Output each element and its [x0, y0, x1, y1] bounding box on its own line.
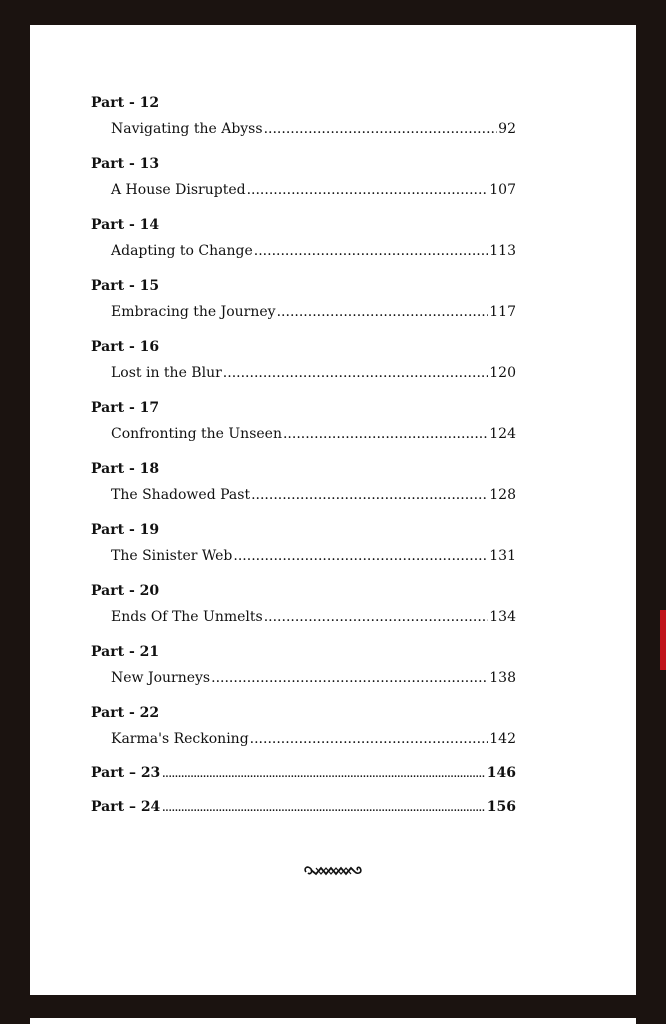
dot-leader	[264, 119, 498, 139]
toc-part	[91, 93, 516, 139]
part-title: Part – 23	[91, 765, 161, 781]
next-page-edge	[30, 1018, 636, 1024]
toc-part	[91, 398, 516, 444]
chapter-title: Karma's Reckoning	[111, 731, 249, 747]
dot-leader	[211, 668, 488, 688]
dot-leader	[247, 180, 489, 200]
page-number: 146	[486, 765, 516, 781]
dot-leader	[223, 363, 488, 383]
chapter-title: Confronting the Unseen	[111, 426, 282, 442]
part-heading: Part - 19	[91, 522, 160, 538]
chapter-title: Lost in the Blur	[111, 365, 222, 381]
part-heading: Part - 15	[91, 278, 160, 294]
toc-part	[91, 154, 516, 200]
toc-entry	[91, 119, 516, 139]
toc-entry	[91, 607, 516, 627]
toc-bold-entry	[91, 763, 516, 783]
dot-leader	[162, 799, 484, 819]
chapter-title: The Shadowed Past	[111, 487, 251, 503]
page-number: 128	[489, 487, 516, 503]
toc-entry	[91, 302, 516, 322]
toc-entry	[91, 241, 516, 261]
page-number: 117	[489, 304, 516, 320]
page-number: 107	[489, 182, 516, 198]
toc-entry	[91, 485, 516, 505]
chapter-title: The Sinister Web	[111, 548, 233, 564]
toc-part	[91, 276, 516, 322]
chapter-title: Ends Of The Unmelts	[111, 609, 263, 625]
dot-leader	[250, 729, 489, 749]
page-number: 124	[489, 426, 516, 442]
chapter-title: Embracing the Journey	[111, 304, 276, 320]
toc-entry	[91, 668, 516, 688]
part-heading: Part - 18	[91, 461, 160, 477]
dot-leader	[233, 546, 488, 566]
chapter-title: A House Disrupted	[111, 182, 246, 198]
decorative-flourish-icon	[302, 862, 364, 880]
part-title: Part – 24	[91, 799, 161, 815]
toc-part	[91, 215, 516, 261]
part-heading: Part - 20	[91, 583, 160, 599]
chapter-title: Navigating the Abyss	[111, 121, 263, 137]
dot-leader	[162, 765, 484, 785]
red-edge-accent	[660, 610, 666, 670]
page-number: 120	[489, 365, 516, 381]
dot-leader	[251, 485, 488, 505]
page-number: 134	[489, 609, 516, 625]
page-number: 142	[489, 731, 516, 747]
dot-leader	[254, 241, 489, 261]
chapter-title: Adapting to Change	[111, 243, 253, 259]
page-number: 156	[486, 799, 516, 815]
part-heading: Part - 14	[91, 217, 160, 233]
toc-part	[91, 703, 516, 749]
part-heading: Part - 22	[91, 705, 160, 721]
part-heading: Part - 16	[91, 339, 160, 355]
toc-entry	[91, 729, 516, 749]
part-heading: Part - 13	[91, 156, 160, 172]
dot-leader	[277, 302, 489, 322]
part-heading: Part - 17	[91, 400, 160, 416]
toc-entry	[91, 546, 516, 566]
toc-part	[91, 459, 516, 505]
toc-entry	[91, 424, 516, 444]
toc-entry	[91, 363, 516, 383]
part-heading: Part - 21	[91, 644, 160, 660]
page-number: 113	[489, 243, 516, 259]
table-of-contents	[91, 93, 516, 831]
dot-leader	[264, 607, 489, 627]
toc-part	[91, 520, 516, 566]
toc-bold-entry	[91, 797, 516, 817]
chapter-title: New Journeys	[111, 670, 211, 686]
page-number: 138	[489, 670, 516, 686]
page-number: 131	[489, 548, 516, 564]
toc-part	[91, 642, 516, 688]
toc-entry	[91, 180, 516, 200]
toc-part	[91, 337, 516, 383]
part-heading: Part - 12	[91, 95, 160, 111]
dot-leader	[283, 424, 488, 444]
page-number: 92	[498, 121, 516, 137]
toc-part	[91, 581, 516, 627]
